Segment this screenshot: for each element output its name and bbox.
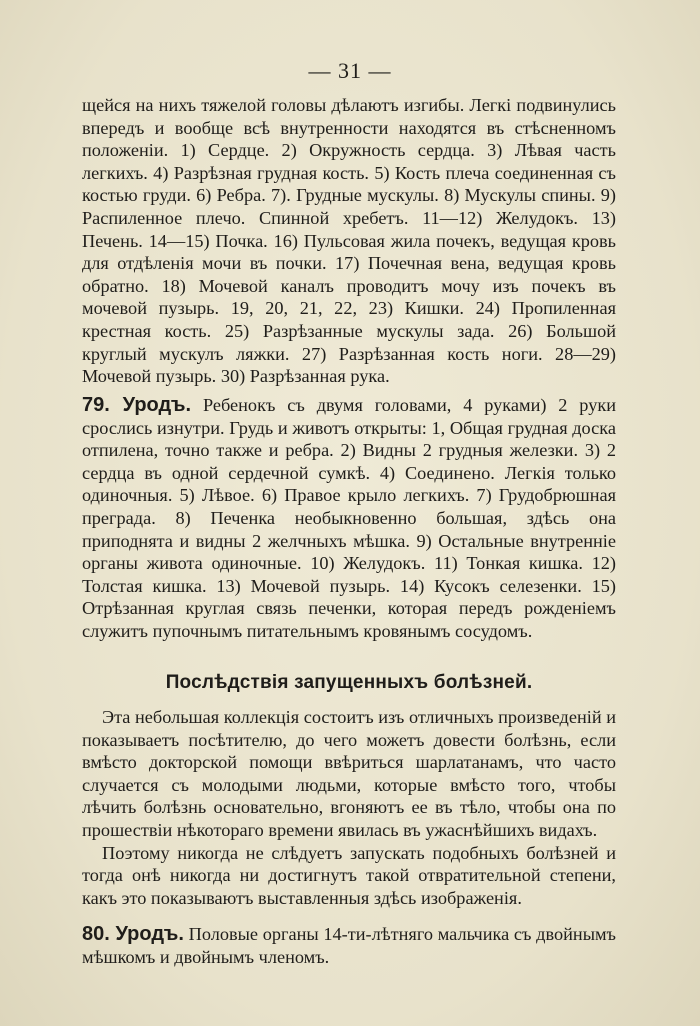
page-number: — 31 — [308,58,392,83]
entry-80-paragraph [82,923,616,968]
entry-79-text: Ребенокъ съ двумя головами, 4 руками) 2 руки срослись изнутри. Грудь и животъ открыты: 1, Общая грудная доска отпилена, точно также и ребра. 2) Видны 2 грудныя железки. 3) 2 сердца въ одной сердечной сумкѣ. 4) Соединено. Легкія только одиночныя. 5) Лѣвое. 6) Правое крыло легкихъ. 7) Грудобрюшная преграда. 8) Печенка необыкновенно большая, здѣсь она приподнята и видны 2 желчныхъ мѣшка. 9) Остальные внутренніе органы живота одиночные. 10) Желудокъ. 11) Тонкая кишка. 12) Толстая кишка. 13) Мочевой пузырь. 14) Кусокъ селезенки. 15) Отрѣзанная круглая связь печенки, которая передъ рожденіемъ служитъ пупочнымъ питательнымъ кровянымъ сосудомъ. [82,395,617,641]
entry-80-text: Половые органы 14-ти-лѣтняго мальчика съ двойнымъ мѣшкомъ и двойнымъ членомъ. [82,924,616,967]
entry-79-paragraph [82,394,616,643]
section-paragraph-2: Поэтому никогда не слѣдуетъ запускать подобныхъ болѣзней и тогда онѣ никогда ни достигнутъ такой отвратительной степени, какъ это показываютъ выставленныя здѣсь изображенія. [82,842,616,908]
section-heading: Послѣдствія запущенныхъ болѣзней. [165,672,533,693]
continued-entry-text [82,94,616,388]
section-body [82,706,616,909]
paragraph-continued: щейся на нихъ тяжелой головы дѣлаютъ изгибы. Легкі подвинулись впередъ и вообще всѣ внутренности находятся въ стѣсненномъ положеніи. 1) Сердце. 2) Окружность сердца. 3) Лѣвая часть легкихъ. 4) Разрѣзная грудная кость. 5) Кость плеча соединенная съ костью груди. 6) Ребра. 7). Грудные мускулы. 8) Мускулы спины. 9) Распиленное плечо. Спинной хребетъ. 11—12) Желудокъ. 13) Печень. 14—15) Почка. 16) Пульсовая жила почекъ, ведущая кровь для отдѣленія мочи въ почки. 17) Почечная вена, ведущая кровь обратно. 18) Мочевой каналъ проводитъ мочу изъ почекъ въ мочевой пузырь. 19, 20, 21, 22, 23) Кишки. 24) Пропиленная крестная кость. 25) Разрѣзанные мускулы зада. 26) Большой круглый мускулъ ляжки. 27) Разрѣзанная кость ноги. 28—29) Мочевой пузырь. 30) Разрѣзанная рука. [82,95,616,387]
entry-79-number: 79. Уродъ. [82,394,192,416]
entry-79 [82,394,616,643]
section-paragraph-1: Эта небольшая коллекція состоитъ изъ отличныхъ произведеній и показываетъ посѣтителю, до чего можетъ довести болѣзнь, если вмѣсто докторской помощи ввѣриться шарлатанамъ, что часто случается съ молодыми людьми, которые вмѣсто того, чтобы лѣчить болѣзнь основательно, вгоняютъ ее въ тѣло, чтобы она по прошествіи нѣкотораго времени явилась въ ужаснѣйшихъ видахъ. [82,707,616,840]
entry-80-number: 80. Уродъ. [82,923,184,945]
entry-80 [82,923,616,968]
